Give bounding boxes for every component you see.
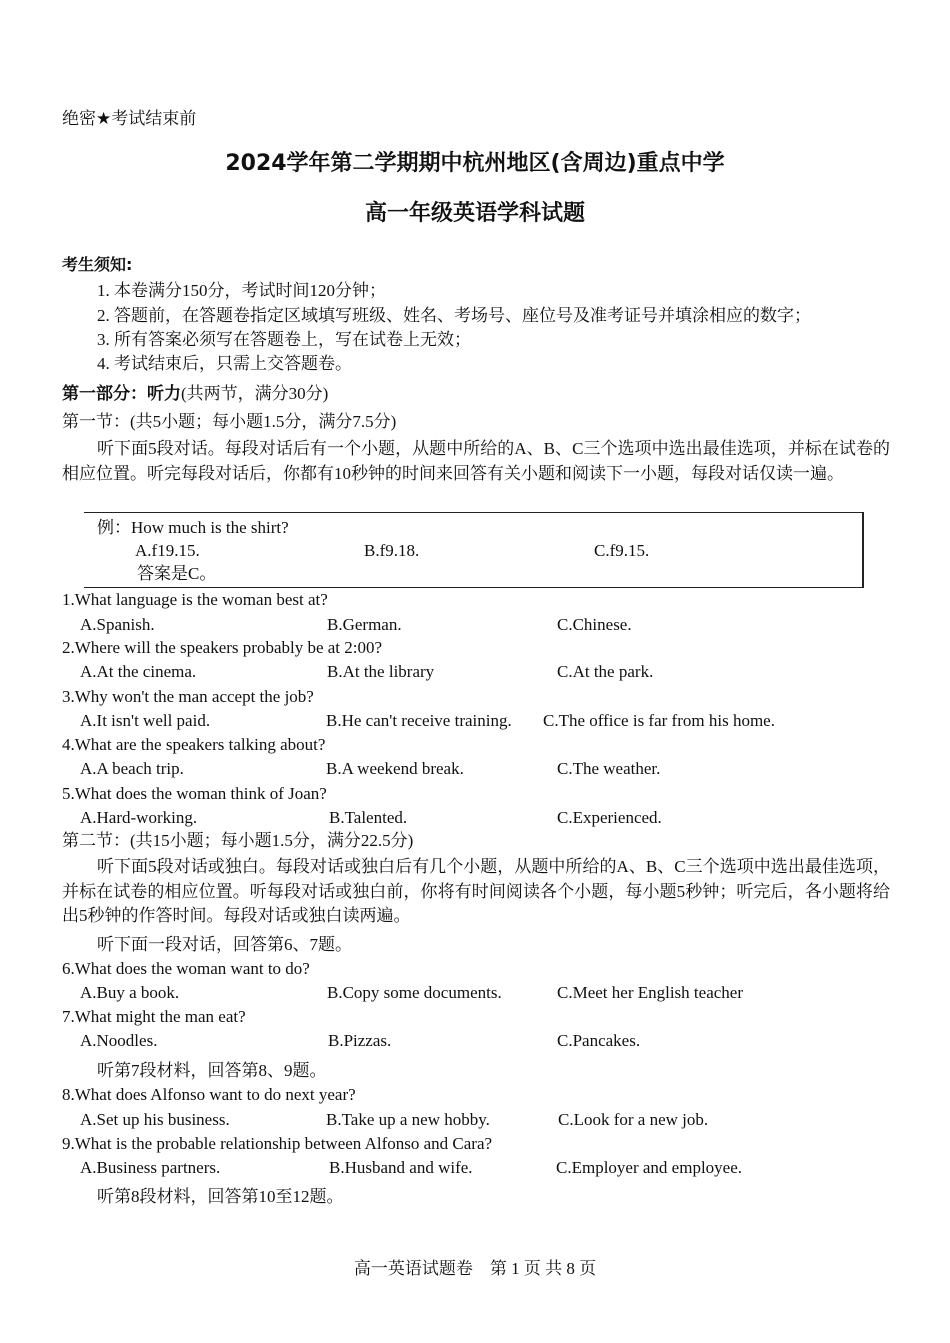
q6-option-a: A.Buy a book. [80, 983, 180, 1002]
section1-heading: 第一节：(共5小题；每小题1.5分，满分7.5分) [62, 412, 397, 431]
page-footer: 高一英语试题卷 第 1 页 共 8 页 [353, 1259, 597, 1278]
example-option-a: A.f19.15. [135, 541, 200, 560]
q5-option-c: C.Experienced. [557, 808, 662, 827]
prompt-8-9: 听第7段材料，回答第8、9题。 [97, 1061, 327, 1080]
q2-option-c: C.At the park. [557, 662, 654, 681]
notice-item-3: 3. 所有答案必须写在答题卷上，写在试卷上无效； [97, 330, 471, 349]
question-7: 7.What might the man eat? [62, 1007, 246, 1026]
q4-option-b: B.A weekend break. [326, 759, 464, 778]
q2-option-a: A.At the cinema. [80, 662, 197, 681]
q1-option-b: B.German. [327, 615, 402, 634]
q5-option-b: B.Talented. [329, 808, 408, 827]
q9-option-a: A.Business partners. [80, 1158, 221, 1177]
question-9: 9.What is the probable relationship between Alfonso and Cara? [62, 1134, 493, 1153]
example-option-c: C.f9.15. [594, 541, 650, 560]
q6-option-c: C.Meet her English teacher [557, 983, 743, 1002]
q5-option-a: A.Hard-working. [80, 808, 198, 827]
q9-option-b: B.Husband and wife. [329, 1158, 473, 1177]
section2-instructions: 听下面5段对话或独白。每段对话或独白后有几个小题，从题中所给的A、B、C三个选项中选出最佳选项，并标在试卷的相应位置。听每段对话或独白前，你将有时间阅读各个小题，每小题5秒钟；听完后，各小题将给出5秒钟的作答时间。每段对话或独白读两遍。 [62, 857, 890, 925]
part1-heading-rest: (共两节，满分30分) [181, 384, 329, 403]
question-2: 2.Where will the speakers probably be at 2:00? [62, 638, 383, 657]
q1-option-c: C.Chinese. [557, 615, 632, 634]
question-3: 3.Why won't the man accept the job? [62, 687, 314, 706]
q9-option-c: C.Employer and employee. [556, 1158, 743, 1177]
q4-option-c: C.The weather. [557, 759, 661, 778]
example-option-b: B.f9.18. [364, 541, 420, 560]
example-question: 例：How much is the shirt? [97, 518, 289, 537]
q4-option-a: A.A beach trip. [80, 759, 184, 778]
q7-option-a: A.Noodles. [80, 1031, 158, 1050]
part1-heading [62, 383, 328, 405]
question-8: 8.What does Alfonso want to do next year? [62, 1085, 356, 1104]
q3-option-c: C.The office is far from his home. [543, 711, 775, 730]
part1-heading-bold: 第一部分：听力 [62, 384, 181, 404]
notice-item-2: 2. 答题前，在答题卷指定区域填写班级、姓名、考场号、座位号及准考证号并填涂相应的数字； [97, 306, 811, 325]
secret-note: 绝密★考试结束前 [62, 109, 197, 129]
q7-option-c: C.Pancakes. [557, 1031, 641, 1050]
q2-option-b: B.At the library [327, 662, 435, 681]
prompt-10-12: 听第8段材料，回答第10至12题。 [97, 1187, 344, 1206]
notice-heading: 考生须知: [62, 255, 133, 274]
section2-heading: 第二节：(共15小题；每小题1.5分，满分22.5分) [62, 831, 414, 850]
q3-option-b: B.He can't receive training. [326, 711, 512, 730]
notice-item-4: 4. 考试结束后，只需上交答题卷。 [97, 354, 352, 373]
question-6: 6.What does the woman want to do? [62, 959, 310, 978]
q8-option-c: C.Look for a new job. [558, 1110, 709, 1129]
q7-option-b: B.Pizzas. [328, 1031, 392, 1050]
section1-instructions: 听下面5段对话。每段对话后有一个小题，从题中所给的A、B、C三个选项中选出最佳选项，并标在试卷的相应位置。听完每段对话后，你都有10秒钟的时间来回答有关小题和阅读下一小题，每段对话仅读一遍。 [62, 439, 890, 483]
notice-item-1: 1. 本卷满分150分，考试时间120分钟； [97, 281, 386, 300]
q8-option-a: A.Set up his business. [80, 1110, 230, 1129]
question-5: 5.What does the woman think of Joan? [62, 784, 327, 803]
q3-option-a: A.It isn't well paid. [80, 711, 211, 730]
exam-title: 2024学年第二学期期中杭州地区(含周边)重点中学 [225, 151, 725, 176]
question-4: 4.What are the speakers talking about? [62, 735, 326, 754]
example-answer: 答案是C。 [137, 564, 217, 583]
q8-option-b: B.Take up a new hobby. [326, 1110, 490, 1129]
q6-option-b: B.Copy some documents. [327, 983, 502, 1002]
prompt-6-7: 听下面一段对话，回答第6、7题。 [97, 935, 352, 954]
exam-subtitle: 高一年级英语学科试题 [364, 201, 585, 226]
q1-option-a: A.Spanish. [80, 615, 155, 634]
question-1: 1.What language is the woman best at? [62, 590, 328, 609]
